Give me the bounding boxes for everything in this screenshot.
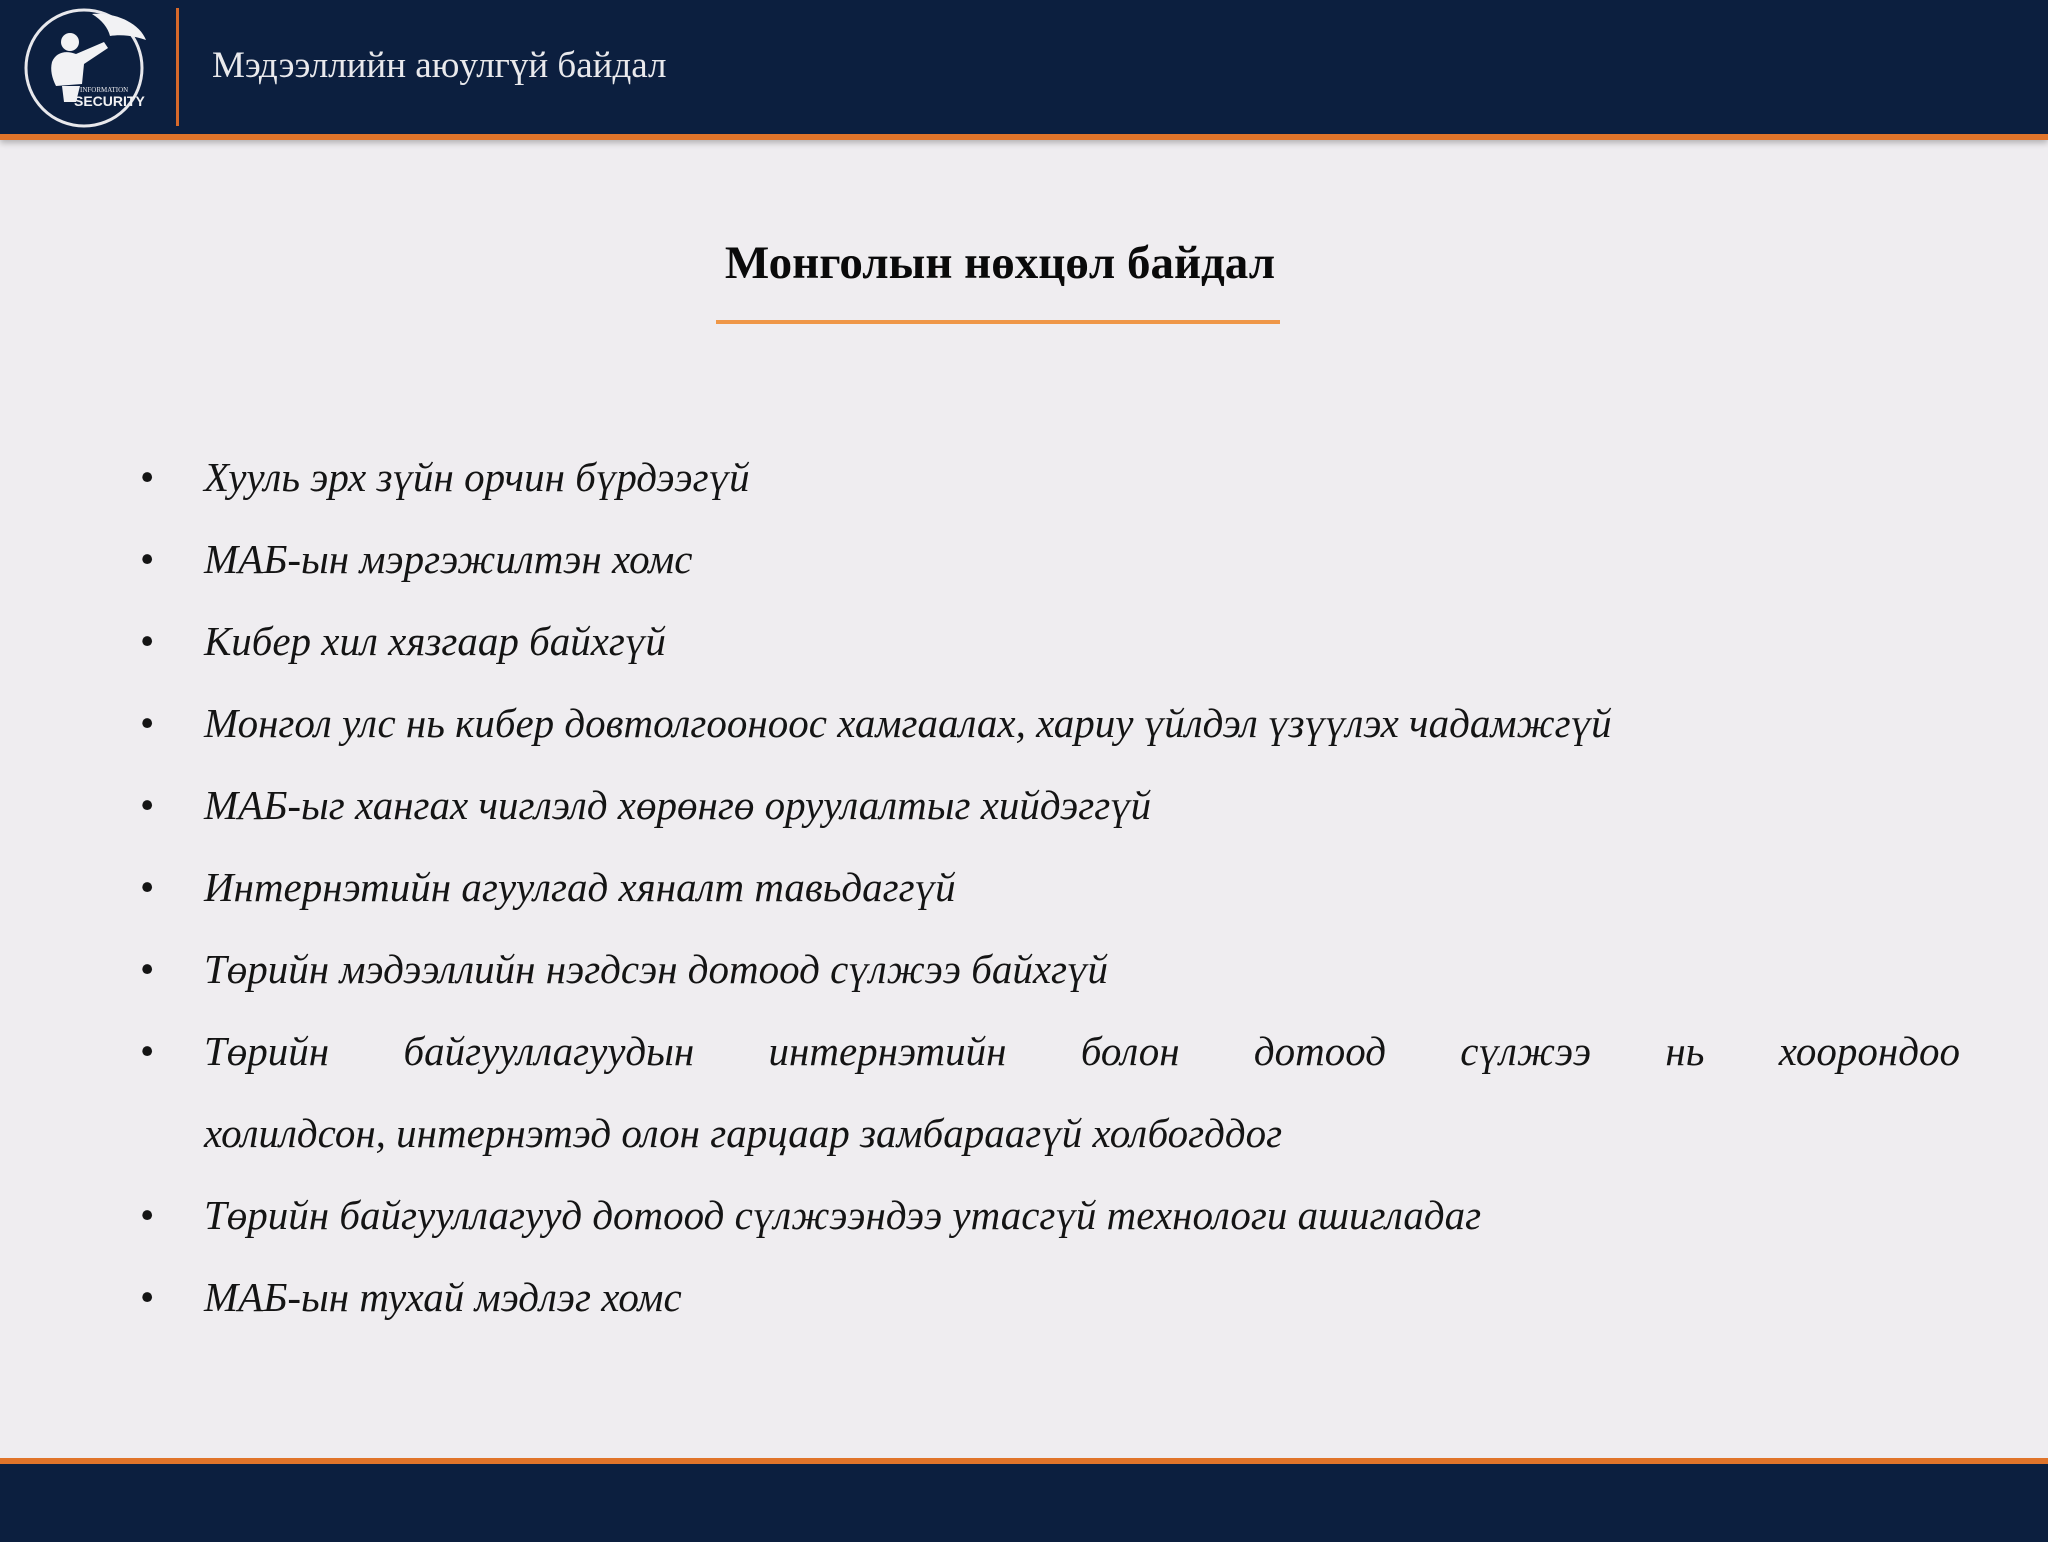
bullet-icon: • (140, 454, 155, 500)
bullet-item (140, 600, 1820, 682)
bullet-text: Кибер хил хязгаар байхгүй (204, 618, 666, 664)
bullet-text: МАБ-ын мэргэжилтэн хомс (204, 536, 693, 582)
bullet-text (204, 1010, 1960, 1174)
bullet-text: Төрийн мэдээллийн нэгдсэн дотоод сүлжээ байхгүй (204, 946, 1109, 992)
bullet-text: МАБ-ын тухай мэдлэг хомс (204, 1274, 682, 1320)
title-underline (716, 320, 1280, 324)
svg-text:INFORMATION: INFORMATION (80, 86, 129, 94)
bullet-item (140, 928, 1820, 1010)
bullet-item (140, 682, 1820, 764)
bullet-text: Интернэтийн агуулгад хяналт тавьдаггүй (204, 864, 956, 910)
bullet-icon: • (140, 1192, 155, 1238)
bullet-list (140, 436, 1960, 1338)
svg-text:SECURITY: SECURITY (74, 93, 145, 109)
bullet-text-line-1: Төрийн байгууллагуудын интернэтийн болон дотоод сүлжээ нь хоорондоо (204, 1028, 1960, 1074)
bullet-icon: • (140, 1274, 155, 1320)
bullet-text: Төрийн байгууллагууд дотоод сүлжээндээ утасгүй технологи ашигладаг (204, 1192, 1482, 1238)
bullet-text: МАБ-ыг хангах чиглэлд хөрөнгө оруулалтыг хийдэггүй (204, 782, 1152, 828)
header-divider (176, 8, 179, 126)
bullet-item (140, 846, 1820, 928)
bullet-icon: • (140, 700, 155, 746)
bullet-icon: • (140, 946, 155, 992)
bullet-item (140, 1174, 1820, 1256)
bullet-text: Монгол улс нь кибер довтолгооноос хамгаалах, хариу үйлдэл үзүүлэх чадамжгүй (204, 700, 1612, 746)
bullet-icon: • (140, 864, 155, 910)
bullet-icon: • (140, 618, 155, 664)
bullet-icon: • (140, 536, 155, 582)
bullet-text: Хууль эрх зүйн орчин бүрдээгүй (204, 454, 750, 500)
bullet-icon: • (140, 782, 155, 828)
bullet-item (140, 1256, 1820, 1338)
bullet-item (140, 1010, 1960, 1174)
security-logo-icon (22, 6, 152, 130)
bullet-item (140, 518, 1820, 600)
bullet-text-line-2: холилдсон, интернэтэд олон гарцаар замбараагүй холбогддог (204, 1110, 1283, 1156)
header-title: Мэдээллийн аюулгүй байдал (212, 45, 667, 86)
footer-bar (0, 1458, 2048, 1542)
header-bar (0, 0, 2048, 140)
bullet-icon: • (140, 1028, 155, 1074)
bullet-item (140, 436, 1820, 518)
bullet-item (140, 764, 1820, 846)
slide-title: Монголын нөхцөл байдал (724, 237, 1276, 289)
